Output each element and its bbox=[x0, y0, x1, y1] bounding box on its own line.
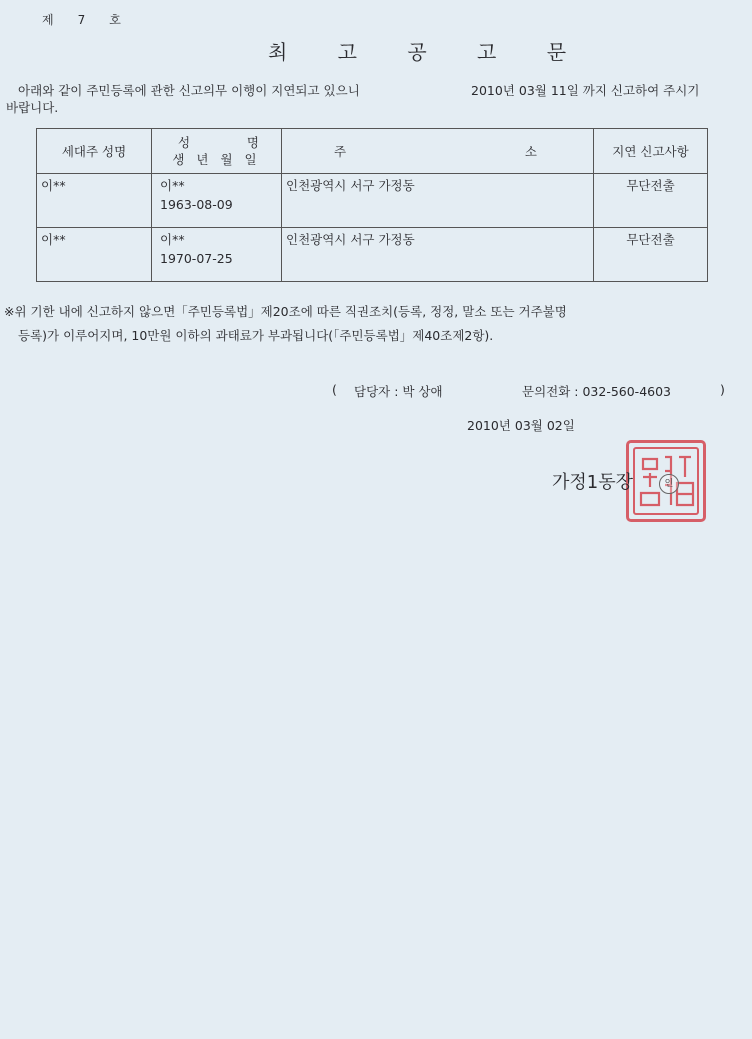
doc-number-prefix: 제 bbox=[42, 13, 54, 27]
page-title: 최 고 공 고 문 bbox=[268, 40, 589, 64]
header-name-b: 명 bbox=[246, 135, 259, 150]
header-reason: 지연 신고사항 bbox=[594, 129, 708, 174]
header-address-b: 소 bbox=[524, 144, 537, 159]
issuer-name: 가정1동장 bbox=[552, 472, 634, 493]
doc-number-suffix: 호 bbox=[109, 13, 121, 27]
cell-name: 이** bbox=[160, 178, 185, 193]
cell-address: 인천광역시 서구 가정동 bbox=[286, 232, 415, 247]
cell-birth: 1970-07-25 bbox=[160, 251, 233, 266]
header-address bbox=[282, 129, 594, 174]
cell-householder: 이** bbox=[41, 178, 66, 193]
contact-phone: 문의전화 : 032-560-4603 bbox=[522, 384, 672, 399]
header-name-birth bbox=[152, 129, 282, 174]
header-birth: 생 년 월 일 bbox=[172, 152, 261, 167]
notice-warning bbox=[4, 300, 567, 348]
cell-reason: 무단전출 bbox=[626, 232, 675, 247]
document-number bbox=[42, 11, 121, 28]
table-row bbox=[37, 174, 708, 228]
header-householder: 세대주 성명 bbox=[37, 129, 152, 174]
contact-open-paren: ( bbox=[332, 382, 337, 397]
notice-table bbox=[36, 128, 708, 282]
cell-householder: 이** bbox=[41, 232, 66, 247]
contact-staff: 담당자 : 박 상애 bbox=[354, 384, 443, 399]
intro-line-2: 바랍니다. bbox=[6, 100, 59, 115]
table-row bbox=[37, 228, 708, 282]
deadline-text: 2010년 03월 11일 까지 신고하여 주시기 bbox=[471, 83, 700, 98]
notice-warning-line-1: ※위 기한 내에 신고하지 않으면「주민등록법」제20조에 따른 직권조치(등록, 정정, 말소 또는 거주불명 bbox=[4, 304, 567, 319]
issue-date: 2010년 03월 02일 bbox=[467, 418, 575, 433]
notice-warning-line-2: 등록)가 이루어지며, 10만원 이하의 과태료가 부과됩니다(「주민등록법」제40조제2항). bbox=[18, 328, 494, 343]
contact-close-paren: ) bbox=[720, 382, 725, 397]
seal-mark: 인 bbox=[659, 474, 679, 494]
cell-address: 인천광역시 서구 가정동 bbox=[286, 178, 415, 193]
doc-number-value: 7 bbox=[77, 13, 86, 27]
cell-reason: 무단전출 bbox=[626, 178, 675, 193]
intro-line-1: 아래와 같이 주민등록에 관한 신고의무 이행이 지연되고 있으니 bbox=[18, 83, 360, 98]
header-name-a: 성 bbox=[178, 135, 191, 150]
cell-birth: 1963-08-09 bbox=[160, 197, 233, 212]
table-header-row bbox=[37, 129, 708, 174]
cell-name: 이** bbox=[160, 232, 185, 247]
header-address-a: 주 bbox=[334, 144, 347, 159]
